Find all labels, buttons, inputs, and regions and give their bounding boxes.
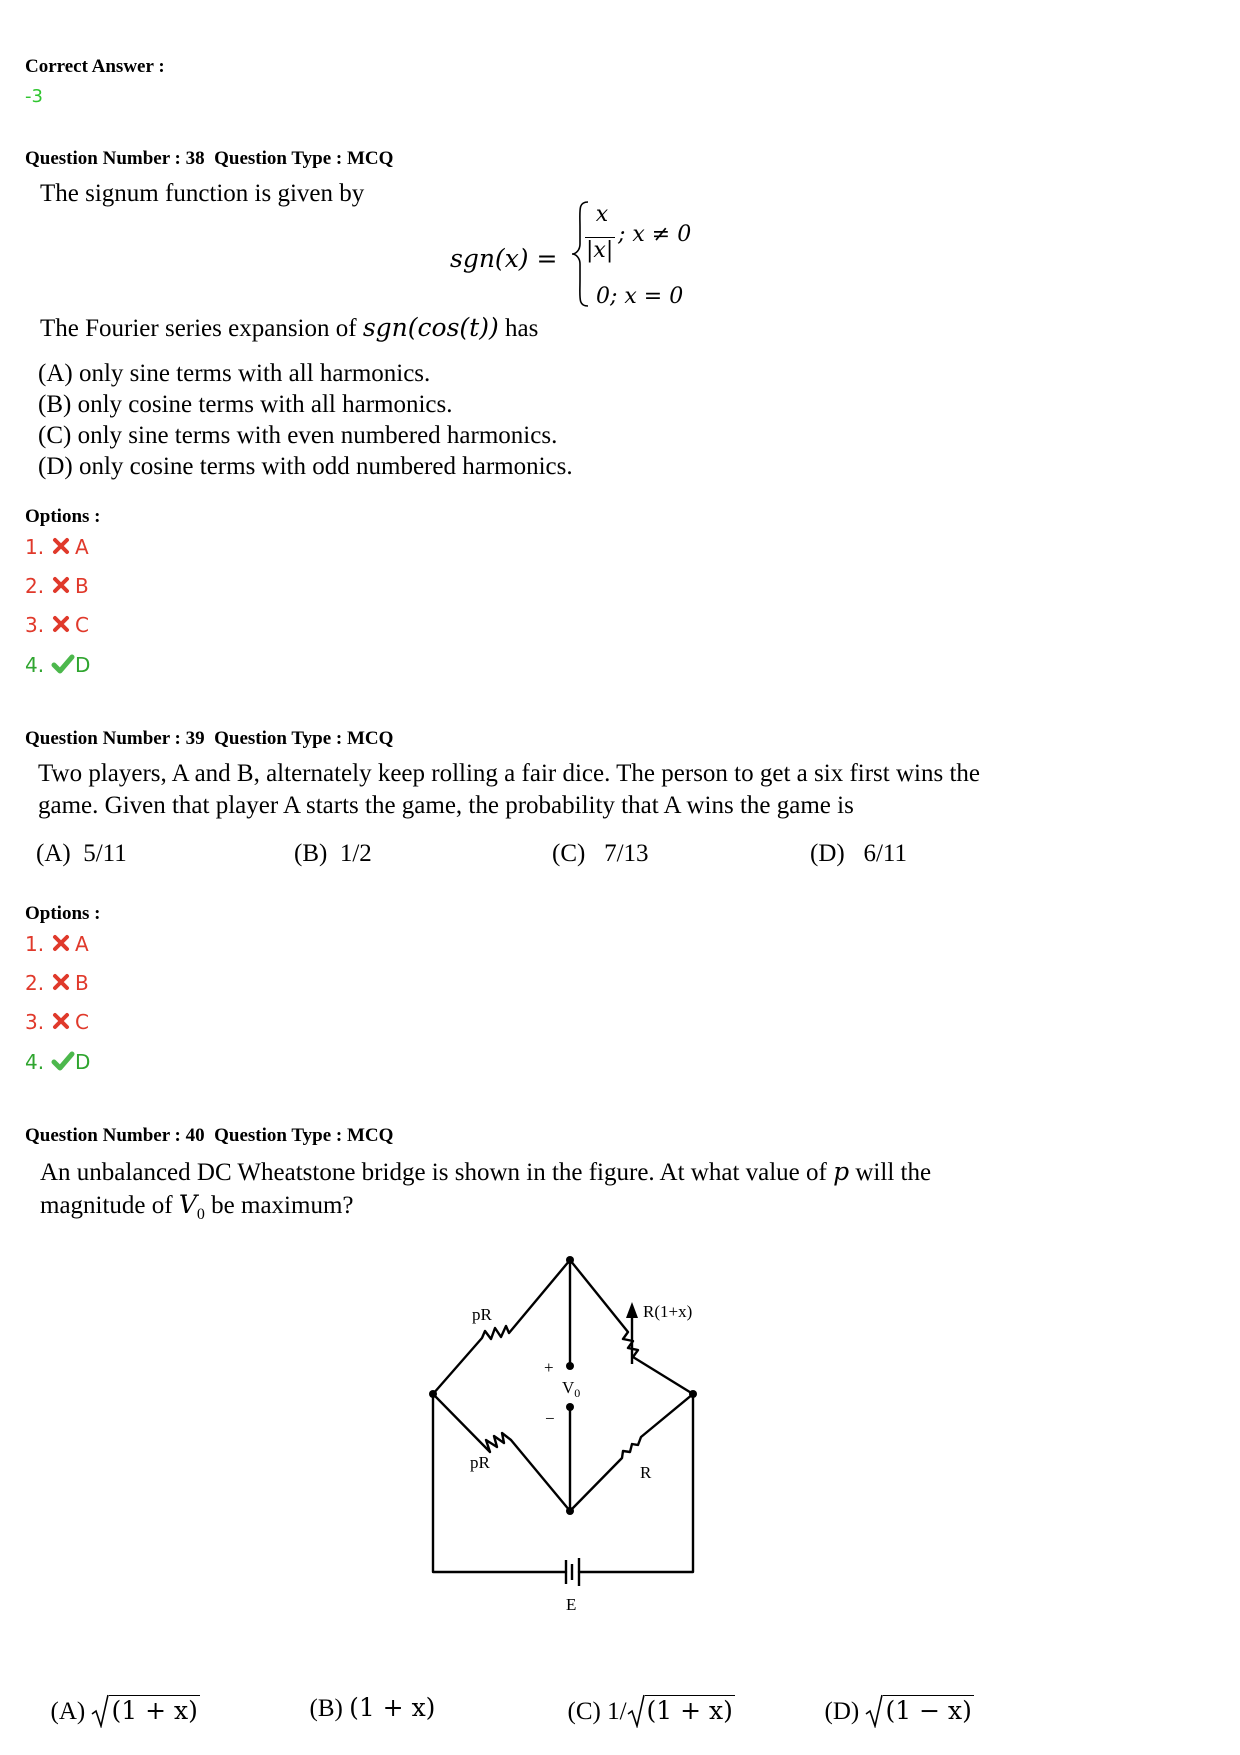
sqrt-sign [627,1696,735,1725]
q38-option-1 [25,532,89,562]
option-letter: B [75,971,89,995]
cross-icon [51,614,75,636]
q38-option-4 [25,650,90,680]
correct-answer-label: Correct Answer : [25,56,165,77]
q40-text-v-sub: 0 [196,1206,205,1223]
cross-icon [51,536,75,558]
option-number: 1. [25,535,45,559]
option-number: 2. [25,574,45,598]
q38-intro: The signum function is given by [40,180,365,207]
node-right [689,1390,697,1398]
q39-option-2 [25,968,89,998]
label-v0-sub: 0 [574,1386,581,1400]
q39-text-line2: game. Given that player A starts the game, the probability that A wins the game is [38,792,854,819]
correct-answer-value: -3 [25,86,43,107]
q40-choice-a [38,1668,200,1726]
option-number: 3. [25,613,45,637]
node-bottom [566,1507,574,1515]
option-number: 4. [25,653,45,677]
q38-case1-cond: ; x ≠ 0 [618,222,692,247]
q40-text-v: V [178,1190,197,1219]
q38-choice-b: (B) only cosine terms with all harmonics. [38,391,453,418]
q40-choice-d-label: (D) [824,1698,866,1725]
q38-formula-lhs-text: sgn(x) = [450,244,558,273]
label-v0 [562,1378,580,1400]
q40-text-line1-a: An unbalanced DC Wheatstone bridge is shown in the figure. At what value of [40,1159,834,1186]
option-number: 2. [25,971,45,995]
wheatstone-bridge-figure [420,1240,740,1630]
arm-bottom-right [570,1394,693,1511]
q40-choice-b-label: (B) [309,1695,350,1722]
label-minus: − [545,1409,555,1428]
q40-choice-c-label: (C) 1/ [567,1698,627,1725]
q40-text-line1-b: will the [849,1159,932,1186]
label-r: R [640,1463,652,1482]
q40-choice-a-expr: (1 + x) [111,1696,198,1725]
q40-text-line1 [40,1156,931,1189]
cross-icon [51,1011,75,1033]
q38-options-label: Options : [25,506,101,527]
q38-choice-d: (D) only cosine terms with odd numbered harmonics. [38,453,573,480]
q39-options-label: Options : [25,903,101,924]
q40-choice-b-expr: (1 + x) [349,1693,436,1722]
q38-choice-c: (C) only sine terms with even numbered harmonics. [38,422,558,449]
q40-header: Question Number : 40 Question Type : MCQ [25,1125,394,1146]
q38-case1-den: |x| [586,238,614,263]
q38-case2: 0; x = 0 [596,284,684,309]
label-e: E [566,1595,577,1614]
option-number: 3. [25,1010,45,1034]
terminal-plus [566,1362,574,1370]
option-number: 4. [25,1050,45,1074]
q40-choice-c-expr: (1 + x) [646,1696,733,1725]
option-letter: D [75,653,91,677]
q39-choice-b: (B) 1/2 [294,840,372,867]
option-letter: A [75,932,89,956]
q40-text-p: p [833,1157,850,1186]
label-pr-bottom: pR [470,1453,490,1472]
q38-series-math: sgn(cos(t)) [362,313,499,342]
label-v0-v: V [562,1378,575,1397]
q39-option-3 [25,1007,89,1037]
q38-header: Question Number : 38 Question Type : MCQ [25,148,394,169]
q38-series-prefix: The Fourier series expansion of [40,315,363,342]
q39-text [38,758,980,822]
q38-series-suffix: has [498,315,539,342]
q39-option-4 [25,1047,90,1077]
cross-icon [51,933,75,955]
q39-choice-d: (D) 6/11 [810,840,907,867]
label-plus: + [544,1358,554,1377]
q39-header: Question Number : 39 Question Type : MCQ [25,728,394,749]
q40-choice-c [555,1668,735,1726]
cross-icon [51,972,75,994]
q40-text-line2 [40,1189,931,1231]
option-letter: D [75,1050,91,1074]
node-top [566,1256,574,1264]
q38-series-line [40,312,538,345]
q38-formula-lhs [450,244,557,274]
q38-case1-num: x [595,202,609,227]
q40-choice-d-expr: (1 − x) [885,1696,972,1725]
option-letter: C [75,613,89,637]
terminal-minus [566,1403,574,1411]
cross-icon [51,575,75,597]
sqrt-sign [865,1696,973,1725]
q39-text-line1: Two players, A and B, alternately keep rolling a fair dice. The person to get a six first wins the [38,760,980,787]
option-letter: A [75,535,89,559]
variable-arrow-head [626,1302,638,1318]
q40-choice-b [297,1665,435,1723]
q40-choice-d [812,1668,974,1726]
node-left [429,1390,437,1398]
label-pr-top: pR [472,1305,492,1324]
q40-text-line2-a: magnitude of [40,1192,179,1219]
q40-text-line2-b: be maximum? [204,1192,354,1219]
option-number: 1. [25,932,45,956]
check-icon [51,654,75,676]
q38-option-2 [25,571,89,601]
q39-option-1 [25,929,89,959]
option-letter: B [75,574,89,598]
q38-choice-a: (A) only sine terms with all harmonics. [38,360,431,387]
option-letter: C [75,1010,89,1034]
q40-text [40,1156,931,1231]
q40-choice-a-label: (A) [50,1698,92,1725]
q39-choice-a: (A) 5/11 [36,840,127,867]
check-icon [51,1051,75,1073]
label-rx: R(1+x) [643,1302,693,1321]
q38-option-3 [25,610,89,640]
q38-choices [38,358,573,482]
q39-choice-c: (C) 7/13 [552,840,649,867]
sqrt-sign [91,1696,199,1725]
